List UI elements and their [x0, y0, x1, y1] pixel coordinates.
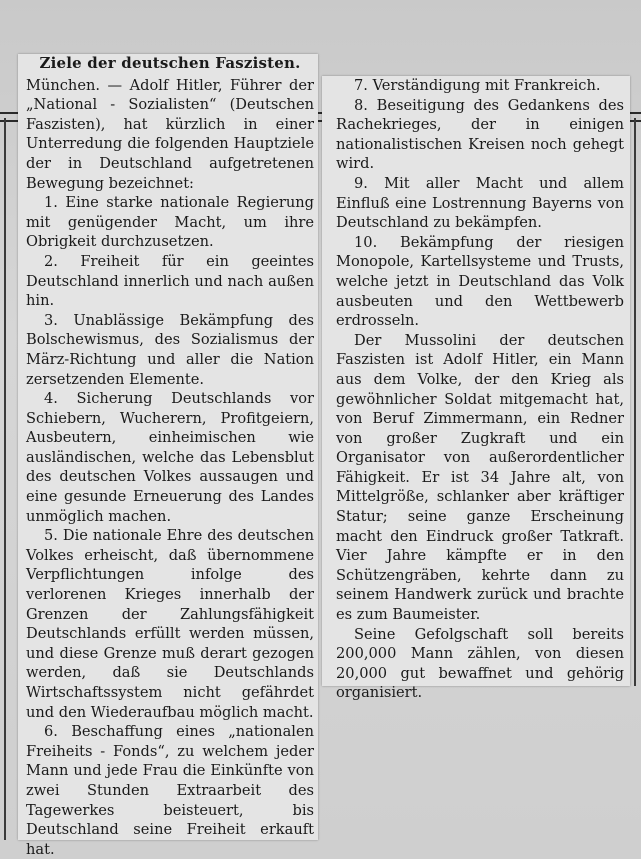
- goal-item: 9. Mit aller Macht und allem Einfluß eine Lostrennung Bayerns von Deutschland zu bekämpfen.: [336, 174, 624, 232]
- goal-item: 4. Sicherung Deutschlands vor Schiebern, Wucherern, Profitgeiern, Ausbeutern, einheimischen wie ausländischen, welche das Lebensblut des deutschen Volkes aussaugen und eine gesunde Erneuerung des Landes unmöglich machen.: [26, 390, 314, 525]
- goal-item: 6. Beschaffung eines „nationalen Freiheits - Fonds“, zu welchem jeder Mann und jede Frau die Einkünfte von zwei Stunden Extraarbeit des Tagewerkes beisteuert, bis Deutschland seine Freiheit erkauft hat.: [26, 723, 314, 858]
- goal-item: 7. Verständigung mit Frankreich.: [354, 77, 601, 94]
- article-intro: München. — Adolf Hitler, Führer der „National - Sozialisten“ (Deutschen Faszisten), hat kürzlich in einer Unterredung die folgenden Hauptziele der in Deutschland aufgetretenen Bewegung bezeichnet:: [26, 76, 314, 192]
- article-paragraph: Der Mussolini der deutschen Faszisten ist Adolf Hitler, ein Mann aus dem Volke, der den Krieg als gewöhnlicher Soldat mitgemacht hat, von Beruf Zimmermann, ein Redner von großer Zugkraft und ein Organisator von außerordentlicher Fähigkeit. Er ist 34 Jahre alt, von Mittelgröße, schlanker aber kräftiger Statur; seine ganze Erscheinung macht den Eindruck großer Tatkraft. Vier Jahre kämpfte er in den Schützengräben, kehrte dann zu seinem Handwerk zurück und brachte es zum Baumeister.: [336, 331, 624, 624]
- left-column-rule: [4, 118, 6, 840]
- goal-item: 3. Unablässige Bekämpfung des Bolschewismus, des Sozialismus der März-Richtung und aller die Nation zersetzenden Elemente.: [26, 311, 314, 388]
- article-right-column: [336, 76, 624, 703]
- article-headline: Ziele der deutschen Faszisten.: [39, 54, 301, 72]
- goal-item: 10. Bekämpfung der riesigen Monopole, Kartellsysteme und Trusts, welche jetzt in Deutschland das Volk ausbeuten und den Wettbewerb erdrosseln.: [336, 233, 624, 330]
- goal-item: 5. Die nationale Ehre des deutschen Volkes erheischt, daß übernommene Verpflichtungen infolge des verlorenen Krieges innerhalb der Grenzen der Zahlungsfähigkeit Deutschlands erfüllt werden müssen, und diese Grenze muß derart gezogen werden, daß sie Deutschlands Wirtschaftssystem nicht gefährdet und den Wiederaufbau möglich macht.: [26, 527, 314, 721]
- right-column-rule: [634, 118, 636, 686]
- article-left-column: [26, 54, 314, 859]
- goal-item: 8. Beseitigung des Gedankens des Rachekrieges, der in einigen nationalistischen Kreisen noch gehegt wird.: [336, 96, 624, 173]
- article-paragraph: Seine Gefolgschaft soll bereits 200,000 Mann zählen, von diesen 20,000 gut bewaffnet und gehörig organisiert.: [336, 625, 624, 702]
- goal-item: 1. Eine starke nationale Regierung mit genügender Macht, um ihre Obrigkeit durchzusetzen.: [26, 194, 314, 251]
- goal-item: 2. Freiheit für ein geeintes Deutschland innerlich und nach außen hin.: [26, 252, 314, 310]
